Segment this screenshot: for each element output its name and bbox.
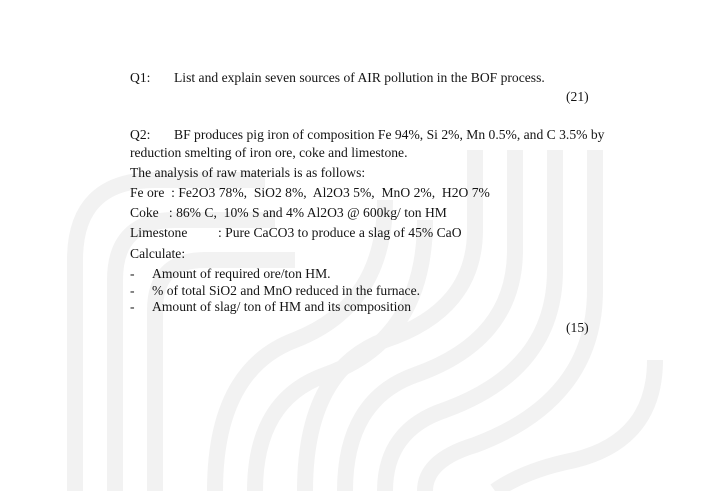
coke-analysis: Coke : 86% C, 10% S and 4% Al2O3 @ 600kg/ ton HM <box>130 205 447 220</box>
list-item: Amount of required ore/ton HM. <box>152 266 331 281</box>
bullet-dash: - <box>130 299 135 314</box>
q2-intro-line2: reduction smelting of iron ore, coke and limestone. <box>130 145 408 160</box>
list-item: % of total SiO2 and MnO reduced in the furnace. <box>152 283 421 298</box>
q1-text: List and explain seven sources of AIR pollution in the BOF process. <box>174 70 545 85</box>
analysis-heading: The analysis of raw materials is as follows: <box>130 165 366 180</box>
q2-intro-line1: BF produces pig iron of composition Fe 94%, Si 2%, Mn 0.5%, and C 3.5% by <box>174 127 605 142</box>
bullet-dash: - <box>130 283 135 298</box>
q1-line <box>130 71 545 85</box>
q1-number: Q1: <box>130 70 151 85</box>
q2-number: Q2: <box>130 127 151 142</box>
q2-line <box>130 128 604 142</box>
bullet-dash: - <box>130 266 135 281</box>
q2-marks: (15) <box>566 320 589 335</box>
limestone-label: Limestone <box>130 225 188 240</box>
limestone-value: : Pure CaCO3 to produce a slag of 45% CaO <box>218 225 462 240</box>
list-item: Amount of slag/ ton of HM and its composition <box>152 299 412 314</box>
calculate-heading: Calculate: <box>130 246 186 261</box>
fe-ore-analysis: Fe ore : Fe2O3 78%, SiO2 8%, Al2O3 5%, MnO 2%, H2O 7% <box>130 185 490 200</box>
q1-marks: (21) <box>566 89 589 104</box>
